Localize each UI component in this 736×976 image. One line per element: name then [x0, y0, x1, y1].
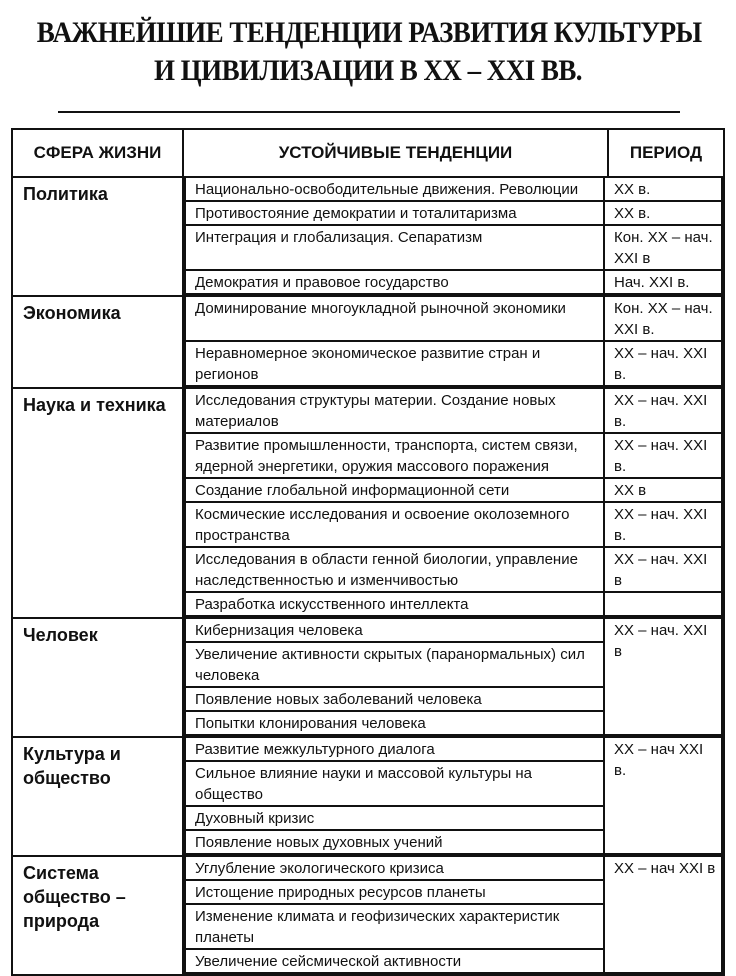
table-header-row [12, 129, 724, 177]
sphere-cell: Экономика [12, 296, 183, 388]
sphere-group [12, 618, 724, 737]
trend-cell: Разработка искусственного интеллекта [185, 592, 604, 616]
trend-cell: Неравномерное экономическое развитие стран и регионов [185, 341, 604, 386]
table-row [185, 857, 722, 880]
trend-cell: Противостояние демократии и тоталитаризма [185, 201, 604, 225]
header-period: ПЕРИОД [608, 129, 724, 177]
table-row [185, 738, 722, 761]
table-row [185, 341, 722, 386]
trend-cell: Космические исследования и освоение околоземного пространства [185, 502, 604, 547]
sphere-group [12, 177, 724, 296]
trend-cell: Развитие промышленности, транспорта, систем связи, ядерной энергетики, оружия массового поражения [185, 433, 604, 478]
period-cell: XX – нач XXI в. [604, 738, 722, 854]
trend-cell: Доминирование многоукладной рыночной экономики [185, 297, 604, 341]
sphere-cell: Система общество – природа [12, 856, 183, 975]
table-body [12, 177, 724, 975]
trend-cell: Увеличение активности скрытых (паранормальных) сил человека [185, 642, 604, 687]
trend-cell: Сильное влияние науки и массовой культуры на общество [185, 761, 604, 806]
table-row [185, 297, 722, 341]
trend-cell: Появление новых заболеваний человека [185, 687, 604, 711]
sphere-group [12, 737, 724, 856]
table-row [185, 270, 722, 294]
period-cell: XX в [604, 478, 722, 502]
table-row [185, 547, 722, 592]
table-row [185, 619, 722, 642]
trend-cell: Истощение природных ресурсов планеты [185, 880, 604, 904]
sphere-group [12, 296, 724, 388]
table-row [185, 478, 722, 502]
header-trends: УСТОЙЧИВЫЕ ТЕНДЕНЦИИ [183, 129, 608, 177]
period-cell: XX в. [604, 178, 722, 201]
table-row [185, 225, 722, 270]
table-row [185, 201, 722, 225]
period-cell: XX – нач. XXI в [604, 619, 722, 735]
period-cell: XX – нач XXI в [604, 857, 722, 973]
trends-table [11, 128, 725, 976]
trend-cell: Увеличение сейсмической активности [185, 949, 604, 973]
table-row [185, 178, 722, 201]
period-cell: Нач. XXI в. [604, 270, 722, 294]
table-row [185, 592, 722, 616]
sphere-cell: Наука и техника [12, 388, 183, 618]
sphere-group [12, 388, 724, 618]
title-line-1: ВАЖНЕЙШИЕ ТЕНДЕНЦИИ РАЗВИТИЯ КУЛЬТУРЫ [36, 16, 702, 49]
trend-cell: Кибернизация человека [185, 619, 604, 642]
period-cell [604, 592, 722, 616]
sphere-group [12, 856, 724, 975]
period-cell: XX – нач. XXI в. [604, 389, 722, 433]
trend-cell: Исследования в области генной биологии, управление наследственностью и изменчивостью [185, 547, 604, 592]
period-cell: XX – нач. XXI в. [604, 341, 722, 386]
period-cell: Кон. XX – нач. XXI в. [604, 297, 722, 341]
trend-cell: Духовный кризис [185, 806, 604, 830]
sphere-cell: Культура и общество [12, 737, 183, 856]
page-title [36, 14, 702, 90]
trend-cell: Интеграция и глобализация. Сепаратизм [185, 225, 604, 270]
sphere-cell: Политика [12, 177, 183, 296]
trend-cell: Попытки клонирования человека [185, 711, 604, 735]
trend-cell: Развитие межкультурного диалога [185, 738, 604, 761]
header-sphere: СФЕРА ЖИЗНИ [12, 129, 183, 177]
trend-cell: Национально-освободительные движения. Революции [185, 178, 604, 201]
period-cell: XX – нач. XXI в. [604, 433, 722, 478]
table-row [185, 502, 722, 547]
trend-cell: Создание глобальной информационной сети [185, 478, 604, 502]
trend-cell: Исследования структуры материи. Создание новых материалов [185, 389, 604, 433]
trend-cell: Изменение климата и геофизических характеристик планеты [185, 904, 604, 949]
table-row [185, 433, 722, 478]
title-line-2: И ЦИВИЛИЗАЦИИ В XX – XXI ВВ. [153, 54, 583, 87]
period-cell: XX – нач. XXI в [604, 547, 722, 592]
table-row [185, 389, 722, 433]
trend-cell: Углубление экологического кризиса [185, 857, 604, 880]
period-cell: XX – нач. XXI в. [604, 502, 722, 547]
sphere-cell: Человек [12, 618, 183, 737]
trend-cell: Демократия и правовое государство [185, 270, 604, 294]
trend-cell: Появление новых духовных учений [185, 830, 604, 854]
title-divider [58, 111, 680, 113]
period-cell: XX в. [604, 201, 722, 225]
period-cell: Кон. XX – нач. XXI в [604, 225, 722, 270]
